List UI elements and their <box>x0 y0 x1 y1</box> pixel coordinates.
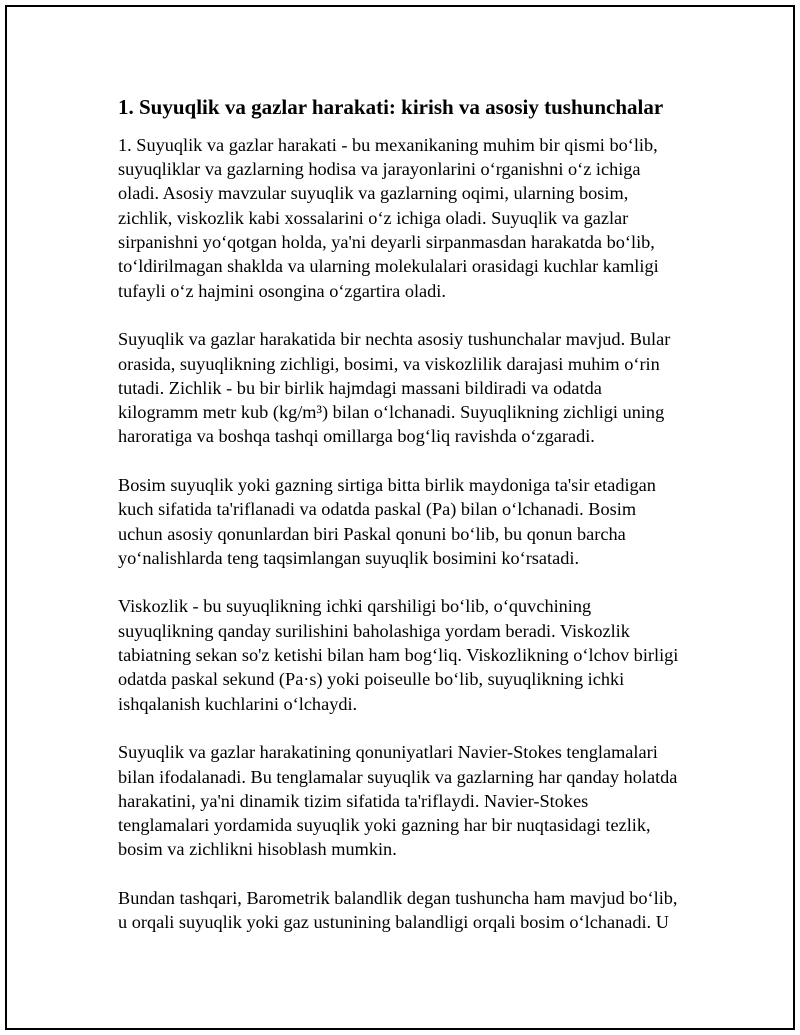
text-line: Suyuqlik va gazlar harakatida bir nechta asosiy tushunchalar mavjud. Bular <box>118 329 671 350</box>
text-line: Viskozlik - bu suyuqlikning ichki qarshiligi bo‘lib, o‘quvchining <box>118 596 592 617</box>
text-line: suyuqliklar va gazlarning hodisa va jarayonlarini o‘rganishni o‘z ichiga <box>118 159 641 180</box>
text-line: ishqalanish kuchlarini o‘lchaydi. <box>118 693 358 714</box>
paragraph <box>118 473 718 570</box>
document-body <box>118 94 718 959</box>
text-line: Bundan tashqari, Barometrik balandlik degan tushuncha ham mavjud bo‘lib, <box>118 888 678 909</box>
paragraph <box>118 740 718 861</box>
text-line: tenglamalari yordamida suyuqlik yoki gazning har bir nuqtasidagi tezlik, <box>118 815 651 836</box>
text-line: kuch sifatida ta'riflanadi va odatda paskal (Pa) bilan o‘lchanadi. Bosim <box>118 499 637 520</box>
text-line: zichlik, viskozlik kabi xossalarini o‘z ichiga oladi. Suyuqlik va gazlar <box>118 207 629 228</box>
text-line: Bosim suyuqlik yoki gazning sirtiga bitta birlik maydoniga ta'sir etadigan <box>118 475 656 495</box>
text-line: odatda paskal sekund (Pa·s) yoki poiseulle bo‘lib, suyuqlikning ichki <box>118 669 625 690</box>
text-line: tabiatning sekan so'z ketishi bilan ham bog‘liq. Viskozlikning o‘lchov birligi <box>118 645 679 666</box>
text-line: tutadi. Zichlik - bu bir birlik hajmdagi massani bildiradi va odatda <box>118 377 602 398</box>
text-line: u orqali suyuqlik yoki gaz ustunining balandligi orqali bosim o‘lchanadi. U <box>118 912 669 933</box>
text-line: tufayli o‘z hajmini osongina o‘zgartira oladi. <box>118 280 446 301</box>
text-line: oladi. Asosiy mavzular suyuqlik va gazlarning oqimi, ularning bosim, <box>118 183 629 204</box>
text-line: bilan ifodalanadi. Bu tenglamalar suyuqlik va gazlarning har qanday holatda <box>118 766 678 787</box>
paragraph <box>118 327 718 448</box>
text-line: uchun asosiy qonunlardan biri Paskal qonuni bo‘lib, bu qonun barcha <box>118 523 626 544</box>
text-line: Suyuqlik va gazlar harakatining qonuniyatlari Navier-Stokes tenglamalari <box>118 742 658 763</box>
text-line: kilogramm metr kub (kg/m³) bilan o‘lchanadi. Suyuqlikning zichligi uning <box>118 402 665 423</box>
text-line: sirpanishni yo‘qotgan holda, ya'ni deyarli sirpanmasdan harakatda bo‘lib, <box>118 232 655 253</box>
paragraph <box>118 886 718 935</box>
text-line: to‘ldirilmagan shaklda va ularning molekulalari orasidagi kuchlar kamligi <box>118 256 659 277</box>
text-line: yo‘nalishlarda teng taqsimlangan suyuqlik bosimini ko‘rsatadi. <box>118 547 580 568</box>
text-line: harakatini, ya'ni dinamik tizim sifatida ta'riflaydi. Navier-Stokes <box>118 790 589 811</box>
text-line: orasida, suyuqlikning zichligi, bosimi, va viskozlilik darajasi muhim o‘rin <box>118 353 660 374</box>
text-line: bosim va zichlikni hisoblash mumkin. <box>118 839 397 860</box>
text-line: suyuqlikning qanday surilishini baholashiga yordam beradi. Viskozlik <box>118 620 630 641</box>
paragraph <box>118 133 718 303</box>
text-line: 1. Suyuqlik va gazlar harakati - bu mexanikaning muhim bir qismi bo‘lib, <box>118 134 658 155</box>
document-heading: 1. Suyuqlik va gazlar harakati: kirish va asosiy tushunchalar <box>118 95 664 119</box>
paragraph-list <box>118 133 718 935</box>
paragraph <box>118 594 718 715</box>
text-line: haroratiga va boshqa tashqi omillarga bog‘liq ravishda o‘zgaradi. <box>118 426 595 447</box>
